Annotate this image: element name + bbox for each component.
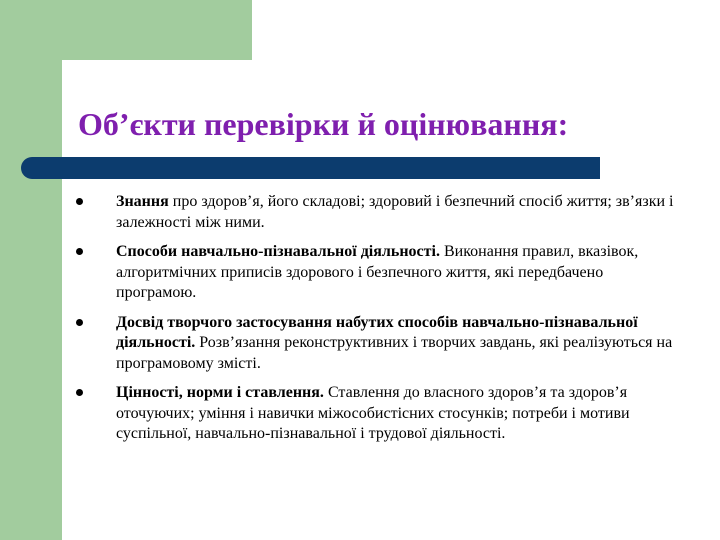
bullet-body: Розв’язання реконструктивних і творчих завдань, які реалізуються на програмовому змісті.	[116, 334, 673, 372]
bullet-text	[116, 313, 676, 375]
bullet-item-creative-experience	[76, 313, 676, 375]
bullet-heading: Знання	[116, 193, 169, 210]
bullet-dot-icon	[76, 319, 83, 326]
bullet-item-knowledge	[76, 192, 676, 233]
bullet-dot-icon	[76, 389, 83, 396]
bullet-text	[116, 383, 676, 445]
bullet-list	[76, 192, 676, 454]
bullet-body: Виконання правил, вказівок, алгоритмічних приписів здорового і безпечного життя, які передбачено програмою.	[116, 243, 639, 301]
slide-title: Об’єкти перевірки й оцінювання:	[78, 106, 569, 142]
bullet-text	[116, 192, 676, 233]
bullet-body: про здоров’я, його складові; здоровий і безпечний спосіб життя; зв’язки і залежності між ними.	[116, 193, 674, 231]
bullet-item-values	[76, 383, 676, 445]
bullet-dot-icon	[76, 248, 83, 255]
bullet-text	[116, 242, 676, 304]
bullet-heading: Способи навчально-пізнавальної діяльності.	[116, 243, 440, 260]
title-underline-bar	[21, 157, 600, 179]
bullet-body: Ставлення до власного здоров’я та здоров’я оточуючих; уміння і навички міжособистісних стосунків; потреби і мотиви суспільної, навчально-пізнавальної і трудової діяльності.	[116, 384, 630, 442]
left-green-band	[0, 0, 62, 540]
bullet-heading: Досвід творчого застосування набутих способів навчально-пізнавальної діяльності.	[116, 313, 638, 351]
bullet-heading: Цінності, норми і ставлення.	[116, 384, 324, 401]
bullet-item-methods	[76, 242, 676, 304]
top-green-band	[0, 0, 252, 60]
bullet-dot-icon	[76, 198, 83, 205]
